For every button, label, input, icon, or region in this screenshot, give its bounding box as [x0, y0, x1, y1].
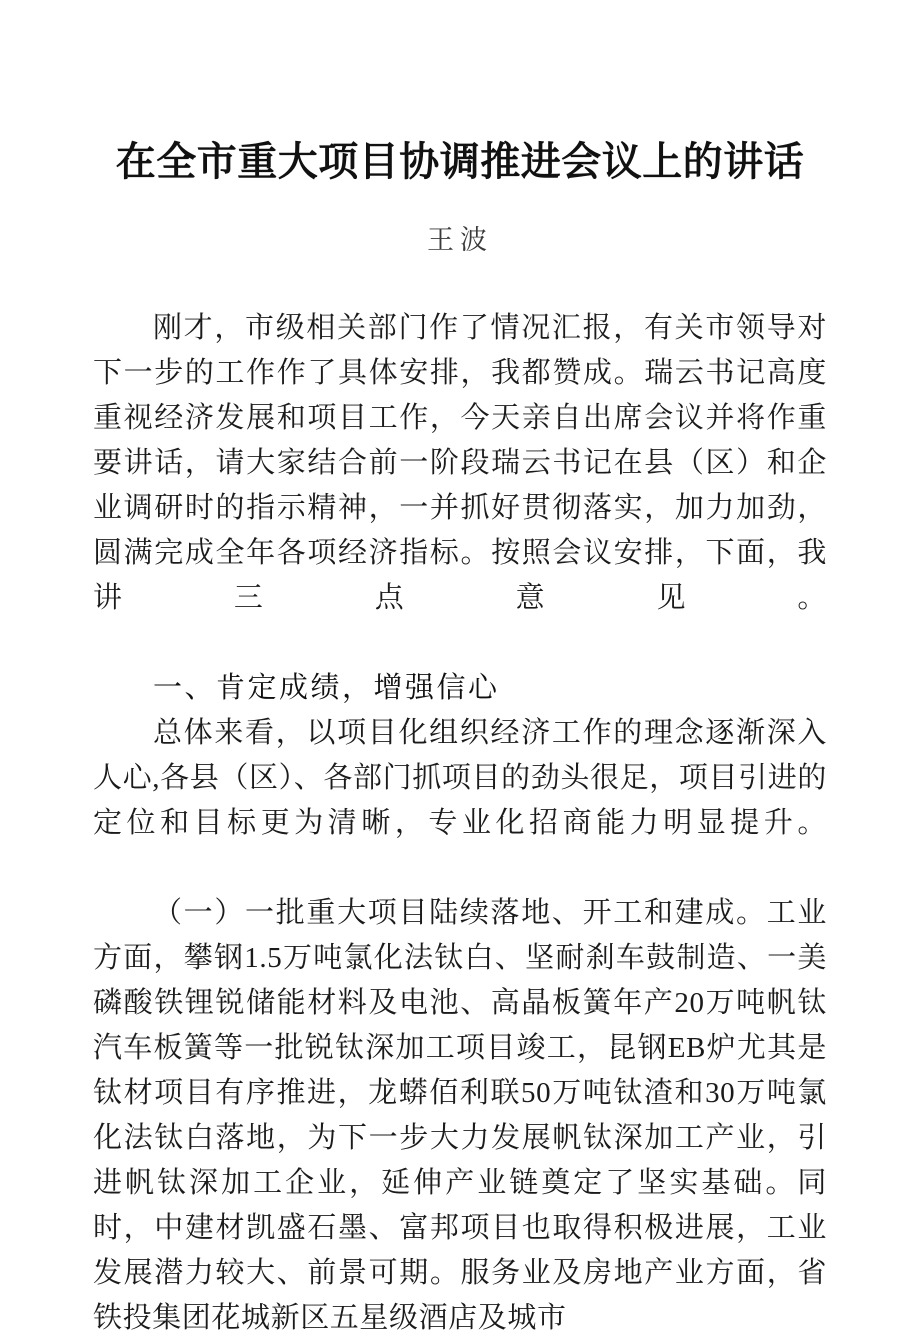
paragraph-opening-remarks: 刚才，市级相关部门作了情况汇报，有关市领导对下一步的工作作了具体安排，我都赞成。瑞云书记高度重视经济发展和项目工作，今天亲自出席会议并将作重要讲话，请大家结合前一阶段瑞云书记在县（区）和企业调研时的指示精神，一并抓好贯彻落实，加力加劲，圆满完成全年各项经济指标。按照会议安排，下面，我讲三点意见。 [93, 312, 827, 614]
paragraph-overall-view: 总体来看，以项目化组织经济工作的理念逐渐深入人心,各县（区）、各部门抓项目的劲头很足，项目引进的定位和目标更为清晰，专业化招商能力明显提升。 [93, 717, 827, 839]
section-heading-one: 一、肯定成绩，增强信心 [153, 672, 500, 704]
document-byline-author: 王波 [427, 225, 493, 255]
paragraph-subsection-one: （一）一批重大项目陆续落地、开工和建成。工业方面，攀钢1.5万吨氯化法钛白、坚耐刹车鼓制造、一美磷酸铁锂锐储能材料及电池、高晶板簧年产20万吨帆钛汽车板簧等一批锐钛深加工项目竣工，昆钢EB炉尤其是钛材项目有序推进，龙蟒佰利联50万吨钛渣和30万吨氯化法钛白落地，为下一步大力发展帆钛深加工产业，引进帆钛深加工企业，延伸产业链奠定了坚实基础。同时，中建材凯盛石墨、富邦项目也取得积极进展，工业发展潜力较大、前景可期。服务业及房地产业方面，省铁投集团花城新区五星级酒店及城市 [93, 897, 827, 1334]
document-body [93, 306, 827, 1341]
document-title: 在全市重大项目协调推进会议上的讲话 [115, 139, 805, 185]
document-content [93, 0, 827, 1341]
